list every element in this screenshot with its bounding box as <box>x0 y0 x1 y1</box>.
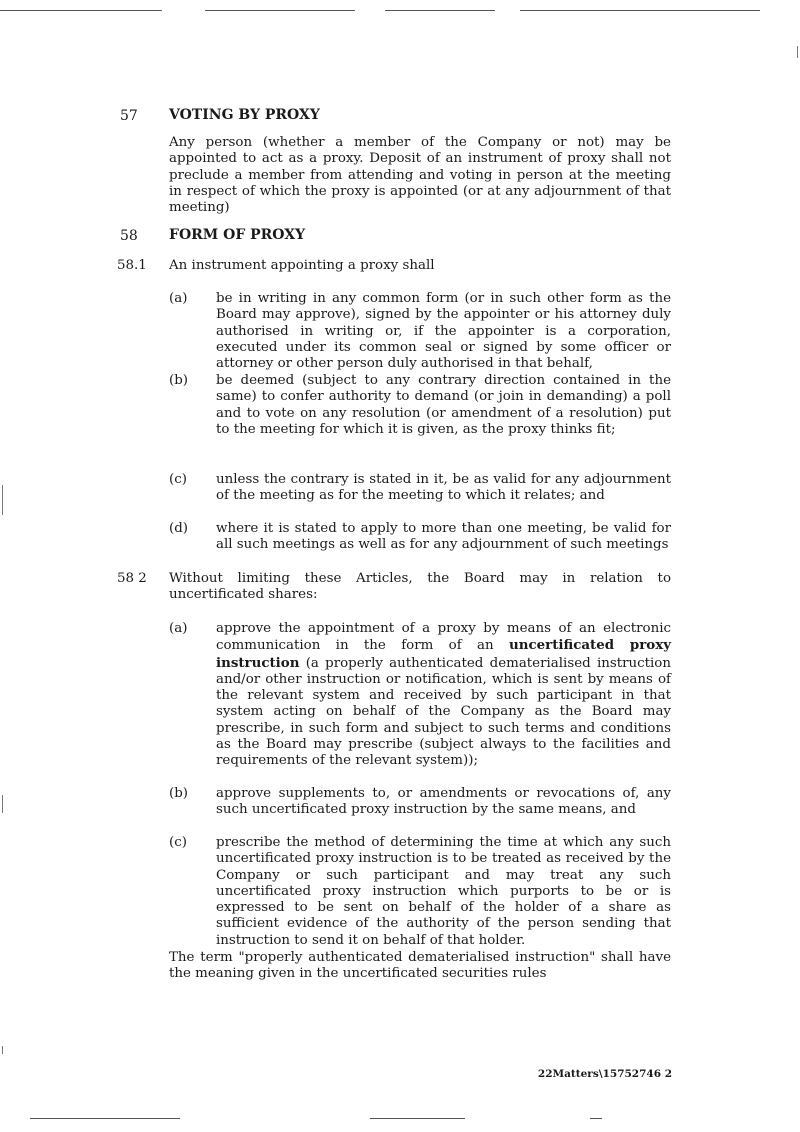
item-label: (d) <box>169 521 189 536</box>
item-text-part: (a properly authenticated dematerialised instruction and/or other instruction or notification, which is sent by means of the relevant system and received by such participant in that system acting on behalf of the Company as the Board may prescribe, in such form and subject to such terms and conditions as the Board may prescribe (subject always to the facilities and requirements of the relevant system)); <box>216 655 671 769</box>
defined-term: uncertificated proxy instruction <box>216 637 671 671</box>
top-rule-4 <box>520 10 760 11</box>
item-text-part: approve the appointment of a proxy by means of an electronic communication in the form of an <box>216 621 671 654</box>
clause-number: 58.1 <box>117 258 147 273</box>
section-number: 57 <box>120 108 138 124</box>
item-text: be in writing in any common form (or in such other form as the Board may approve), signed by the appointer or his attorney duly authorised in writing or, if the appointer is a corporation, executed under its common seal or signed by some officer or attorney or other person duly authorised in that behalf, <box>216 291 671 372</box>
item-text: where it is stated to apply to more than one meeting, be valid for all such meetings as well as for any adjournment of such meetings <box>216 521 671 553</box>
item-label: (c) <box>169 472 187 487</box>
item-text: approve supplements to, or amendments or revocations of, any such uncertificated proxy instruction by the same means, and <box>216 786 671 818</box>
section-body: Any person (whether a member of the Company or not) may be appointed to act as a proxy. Deposit of an instrument of proxy shall not preclude a member from attending and voting in person at the meeting in respect of which the proxy is appointed (or at any adjournment of that meeting) <box>169 135 671 216</box>
item-label: (a) <box>169 291 188 306</box>
margin-mark <box>797 46 798 58</box>
clause-number: 58 2 <box>117 571 147 586</box>
clause-text: Without limiting these Articles, the Board may in relation to uncertificated shares: <box>169 571 671 603</box>
document-reference: 22Matters\15752746 2 <box>537 1068 672 1080</box>
item-text: be deemed (subject to any contrary direction contained in the same) to confer authority to demand (or join in demanding) a poll and to vote on any resolution (or amendment of a resolution) put to the meeting for which it is given, as the proxy thinks fit; <box>216 373 671 437</box>
bottom-rule-1 <box>30 1118 180 1119</box>
item-label: (b) <box>169 373 189 388</box>
item-text <box>216 621 671 770</box>
item-text: prescribe the method of determining the time at which any such uncertificated proxy instruction is to be treated as received by the Company or such participant and may treat any such uncertificated proxy instruction which purports to be or is expressed to be sent on behalf of the holder of a share as sufficient evidence of the authority of the person sending that instruction to send it on behalf of that holder. <box>216 835 671 948</box>
top-rule-3 <box>385 10 495 11</box>
closing-paragraph: The term "properly authenticated dematerialised instruction" shall have the meaning given in the uncertificated securities rules <box>169 950 671 982</box>
item-label: (a) <box>169 621 188 636</box>
clause-text: An instrument appointing a proxy shall <box>169 258 435 273</box>
item-label: (b) <box>169 786 189 801</box>
section-heading: VOTING BY PROXY <box>169 107 320 123</box>
bottom-rule-2 <box>370 1118 465 1119</box>
section-number: 58 <box>120 228 138 244</box>
margin-mark <box>2 795 3 813</box>
top-rule-2 <box>205 10 355 11</box>
top-rule-1 <box>0 10 162 11</box>
section-heading: FORM OF PROXY <box>169 227 306 243</box>
margin-mark <box>2 1046 3 1054</box>
bottom-rule-3 <box>590 1118 602 1119</box>
item-label: (c) <box>169 835 187 850</box>
item-text: unless the contrary is stated in it, be as valid for any adjournment of the meeting as for the meeting to which it relates; and <box>216 472 671 504</box>
margin-mark <box>2 485 3 515</box>
